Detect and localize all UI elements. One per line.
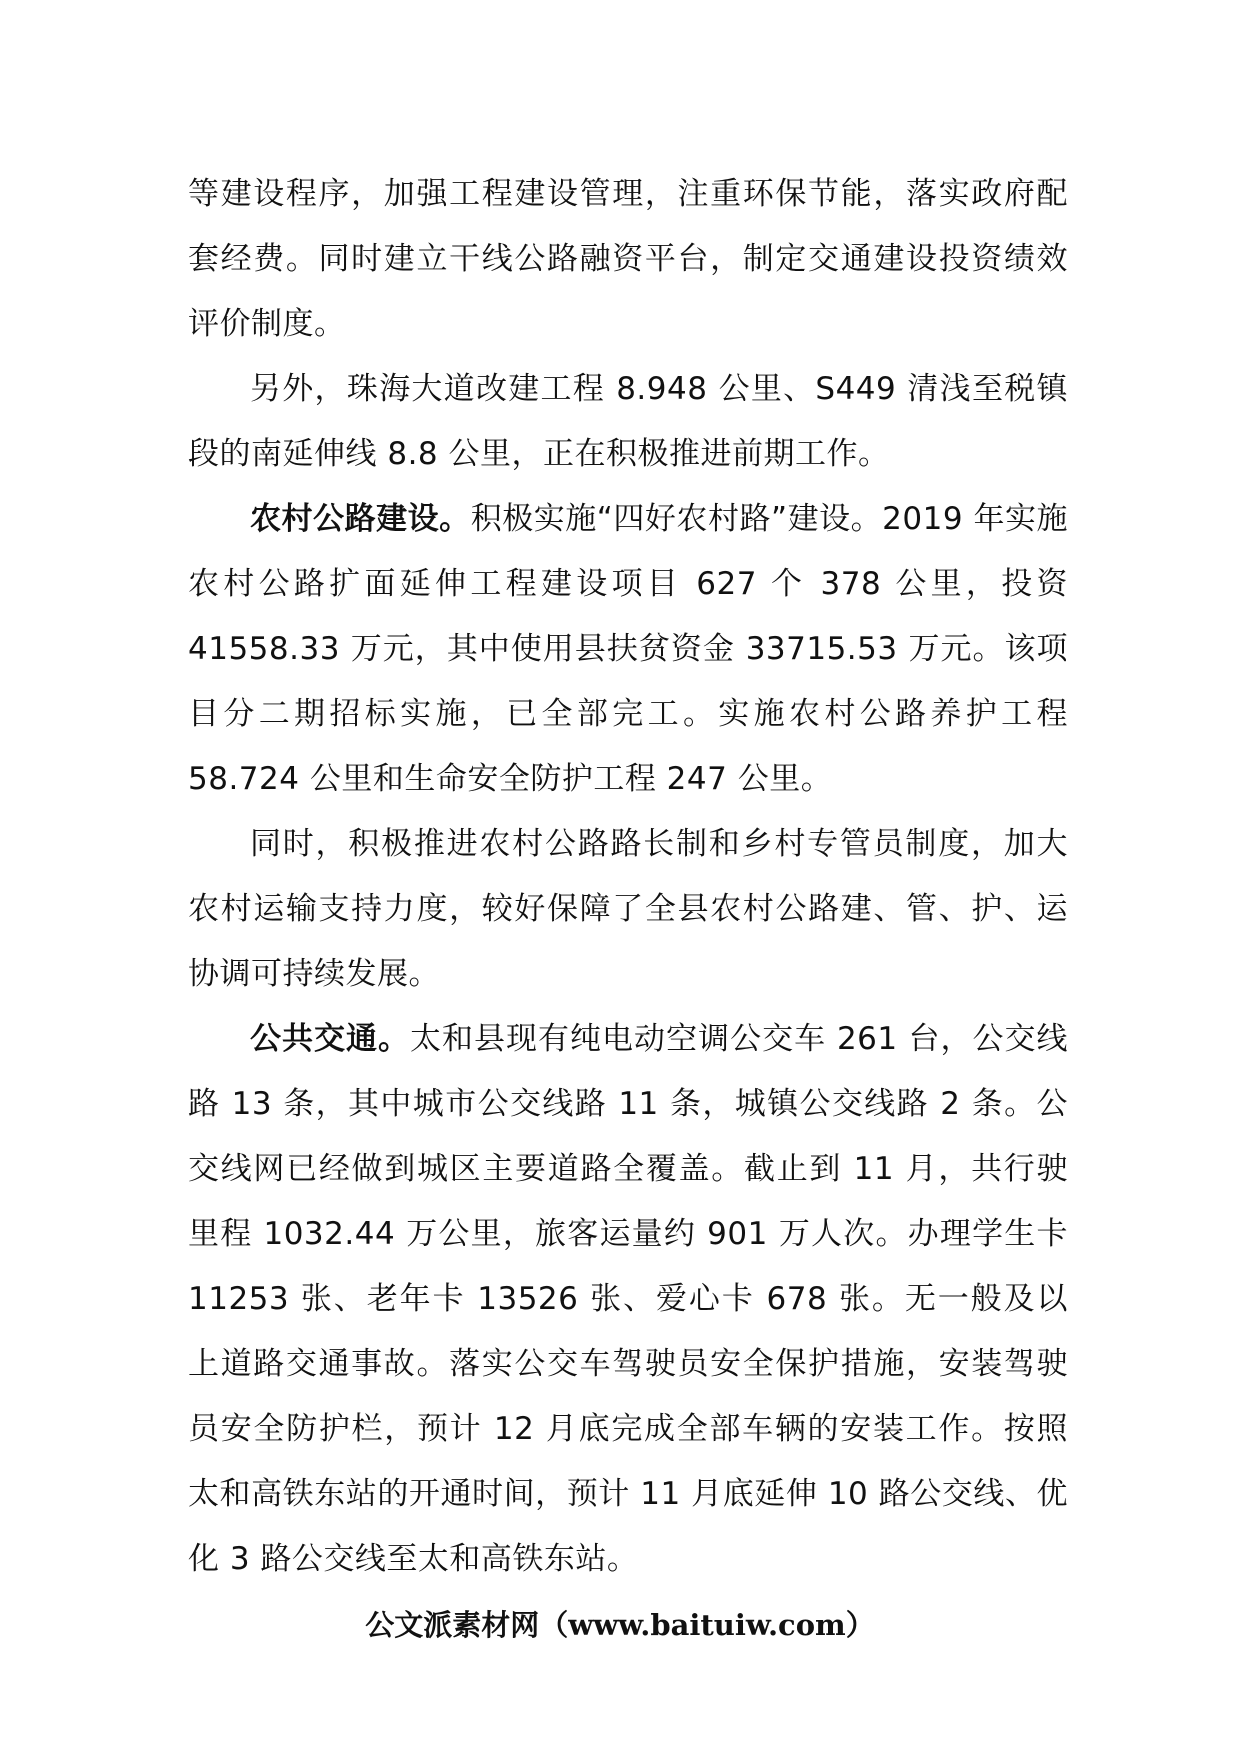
paragraph-public-transport <box>188 1007 1068 1592</box>
paragraph-text: 太和县现有纯电动空调公交车 261 台，公交线路 13 条，其中城市公交线路 11 条，城镇公交线路 2 条。公交线网已经做到城区主要道路全覆盖。截止到 11 月，共行驶里程 1032.44 万公里，旅客运量约 901 万人次。办理学生卡 11253 张、老年卡 13526 张、爱心卡 678 张。无一般及以上道路交通事故。落实公交车驾驶员安全保护措施，安装驾驶员安全防护栏，预计 12 月底完成全部车辆的安装工作。按照太和高铁东站的开通时间，预计 11 月底延伸 10 路公交线、优化 3 路公交线至太和高铁东站。 <box>188 1021 1068 1577</box>
paragraph-text-segment: 同时，积极推进 <box>250 826 480 862</box>
section-lead-rural-roads: 农村公路建设。 <box>250 501 471 537</box>
paragraph-rural-roads <box>188 487 1068 812</box>
paragraph-construction-procedures <box>188 162 1068 357</box>
paragraph-text: 等建设程序，加强工程建设管理，注重环保节能，落实政府配套经费。同时建立干线公路融资平台，制定交通建设投资绩效评价制度。 <box>188 176 1068 342</box>
paragraph-text: 另外，珠海大道改建工程 8.948 公里、S449 清浅至税镇段的南延伸线 8.8 公里，正在积极推进前期工作。 <box>188 371 1068 472</box>
paragraph-text-segment: 较好保障了全县 <box>481 891 711 927</box>
paragraph-road-chief-system <box>188 812 1068 1007</box>
section-lead-public-transport: 公共交通。 <box>250 1021 411 1057</box>
paragraph-text-segment: 农村公路路长制和乡村专管员制度，加大农村运输支持力度， <box>188 826 1069 927</box>
paragraph-text-segment: 农村公路建、管、护、运协调可持续发展。 <box>188 891 1069 992</box>
paragraph-text: 积极实施“四好农村路”建设。2019 年实施农村公路扩面延伸工程建设项目 627 个 378 公里，投资 41558.33 万元，其中使用县扶贫资金 33715.53 万元。该项目分二期招标实施，已全部完工。实施农村公路养护工程 58.724 公里和生命安全防护工程 247 公里。 <box>188 501 1068 797</box>
paragraph-zhuhai-avenue <box>188 357 1068 487</box>
footer-watermark-text: 公文派素材网（www.baituiw.com） <box>365 1608 875 1642</box>
document-body <box>188 162 1068 1592</box>
